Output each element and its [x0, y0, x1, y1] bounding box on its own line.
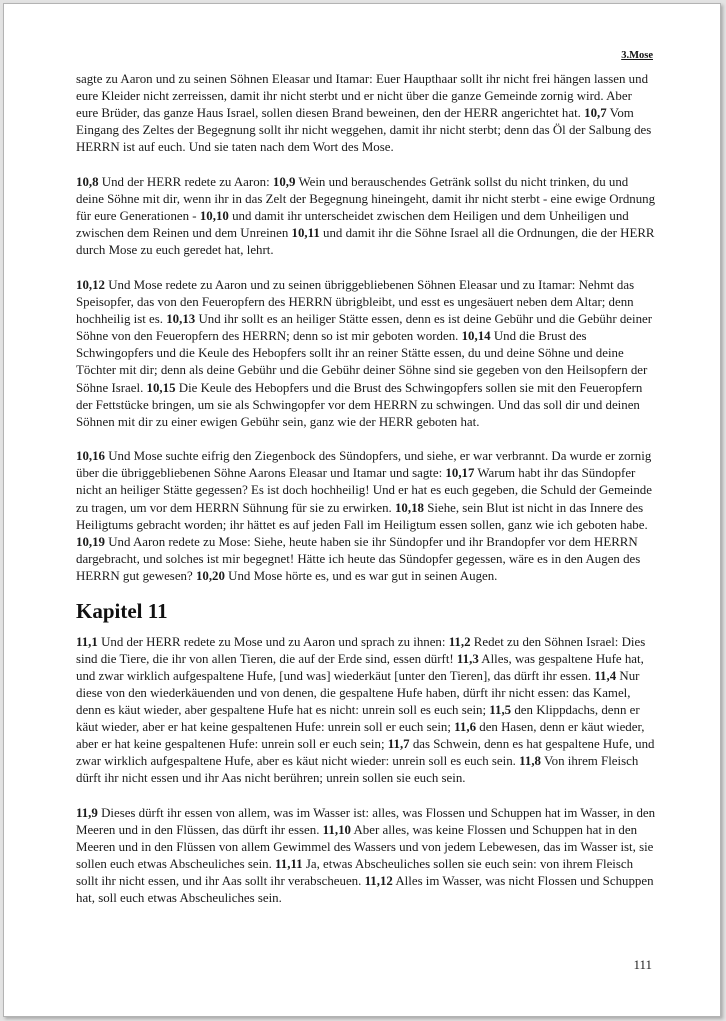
verse-text: Siehe, sein Blut ist nicht in das Innere des Heiligtums gebracht worden; ihr hättet es auf jeden Fall im Heiligtum essen sollen, ganz wie ich geboten habe. [76, 500, 648, 532]
paragraphs-after-chapter [76, 634, 656, 908]
verse-text: Von ihrem Fleisch dürft ihr nicht essen und ihr Aas nicht berühren; unrein sollen sie euch sein. [76, 754, 639, 786]
verse-text: den Klippdachs, denn er käut wieder, aber er hat keine gespaltenen Hufe: unrein soll er euch sein; [76, 703, 640, 735]
document-page [3, 3, 721, 1017]
paragraph [76, 805, 656, 908]
verse-number: 10,13 [166, 312, 196, 327]
verse-number: 10,7 [584, 106, 607, 121]
paragraphs-before-chapter [76, 71, 656, 585]
verse-number: 11,10 [322, 823, 351, 838]
verse-number: 11,3 [456, 651, 479, 666]
verse-number: 11,11 [275, 857, 303, 872]
page-body [76, 71, 656, 908]
verse-number: 11,9 [76, 805, 98, 820]
verse-text: Redet zu den Söhnen Israel: Dies sind die Tiere, die ihr von allen Tieren, die auf der Erde sind, essen dürft! [76, 634, 646, 666]
verse-text: Und Mose hörte es, und es war gut in seinen Augen. [224, 568, 498, 583]
verse-text: Und Mose suchte eifrig den Ziegenbock des Sündopfers, und siehe, er war verbrannt. Da wurde er zornig über die übriggebliebenen Söhne Aarons Eleasar und Itamar und sagte: [76, 449, 652, 481]
verse-number: 10,10 [199, 209, 229, 224]
verse-text: Und der HERR redete zu Aaron: [98, 174, 273, 189]
verse-text: das Schwein, denn es hat gespaltene Hufe, und zwar wirklich aufgespaltene Hufe, aber es käut nicht wieder: unrein soll es euch sein. [76, 737, 655, 769]
verse-text: und damit ihr die Söhne Israel all die Ordnungen, die der HERR durch Mose zu euch geredet hat, lehrt. [76, 226, 655, 258]
verse-text: Warum habt ihr das Sündopfer nicht an heiliger Stätte gegessen? Es ist doch hochheilig! Und er hat es euch gegeben, die Schuld der Gemeinde zu tragen, um vor dem HERRN Sühnung für sie zu erwirken. [76, 466, 652, 515]
verse-number: 10,8 [76, 174, 99, 189]
verse-text: Alles im Wasser, was nicht Flossen und Schuppen hat, soll euch etwas Abscheuliches sein. [76, 874, 654, 906]
verse-text: Ja, etwas Abscheuliches sollen sie euch sein: von ihrem Fleisch sollt ihr nicht essen, und ihr Aas sollt ihr verabscheuen. [76, 857, 634, 889]
verse-number: 11,5 [489, 703, 512, 717]
verse-text: Und Aaron redete zu Mose: Siehe, heute haben sie ihr Sündopfer und ihr Brandopfer vor dem HERRN dargebracht, und solches ist mir begegnet! Hätte ich heute das Sündopfer gegessen, wäre es in den Augen des HERRN gut gewesen? [76, 534, 641, 583]
verse-text: Und ihr sollt es an heiliger Stätte essen, denn es ist deine Gebühr und die Gebühr deiner Söhne von den Feueropfern des HERRN; denn so ist mir geboten worden. [76, 312, 653, 344]
verse-text: Alles, was gespaltene Hufe hat, und zwar wirklich aufgespaltene Hufe, [und was] wiederkäut [unter den Tieren], das dürft ihr essen. [76, 651, 644, 683]
verse-text: Nur diese von den wiederkäuenden und von denen, die gespaltene Hufe haben, dürft ihr nicht essen: das Kamel, denn es käut wieder, aber gespaltene Hufe hat es nicht: unrein soll es euch sein; [76, 668, 640, 717]
verse-text: sagte zu Aaron und zu seinen Söhnen Eleasar und Itamar: Euer Haupthaar sollt ihr nicht frei hängen lassen und eure Kleider nicht zerreissen, damit ihr nicht sterbt und er nicht über die ganze Gemeinde zornig wird. Aber eure Brüder, das ganze Haus Israel, sollen diesen Brand beweinen, den der HERR angerichtet hat. [76, 72, 649, 121]
verse-number: 10,20 [195, 568, 225, 583]
verse-number: 10,14 [461, 329, 491, 344]
verse-number: 11,2 [448, 634, 471, 649]
running-header: 3.Mose [621, 50, 653, 61]
paragraph [76, 71, 656, 156]
verse-number: 11,6 [454, 720, 477, 735]
page-number: 111 [633, 957, 652, 972]
verse-text: den Hasen, denn er käut wieder, aber er hat keine gespaltenen Hufe: unrein soll er euch sein; [76, 720, 645, 752]
verse-text: Wein und berauschendes Getränk sollst du nicht trinken, du und deine Söhne mit dir, wenn ihr in das Zelt der Begegnung hineingeht, damit ihr nicht sterbt - eine ewige Ordnung für eure Generationen - [76, 174, 656, 224]
verse-number: 10,15 [146, 380, 176, 395]
verse-number: 10,18 [394, 500, 424, 515]
verse-text: Dieses dürft ihr essen von allem, was im Wasser ist: alles, was Flossen und Schuppen hat im Wasser, in den Meeren und in den Flüssen, das dürft ihr essen. [76, 805, 656, 838]
verse-number: 11,8 [519, 754, 541, 769]
verse-number: 10,11 [291, 226, 320, 241]
verse-number: 10,9 [272, 174, 296, 189]
verse-text: Aber alles, was keine Flossen und Schuppen hat in den Meeren und in den Flüssen von allem Gewimmel des Wassers und von jedem Lebewesen, das im Wasser ist, sie sollen euch etwas Abscheuliches sein. [76, 823, 654, 872]
verse-number: 10,16 [76, 449, 106, 464]
paragraph [76, 448, 656, 585]
chapter-heading: Kapitel 11 [76, 598, 168, 623]
verse-text: Und der HERR redete zu Mose und zu Aaron und sprach zu ihnen: [97, 634, 449, 649]
verse-number: 11,12 [364, 874, 393, 889]
verse-number: 11,4 [594, 668, 617, 683]
verse-text: Vom Eingang des Zeltes der Begegnung sollt ihr nicht weggehen, damit ihr nicht sterbt; denn das Öl der Salbung des HERRN ist auf euch. Und sie taten nach dem Wort des Mose. [76, 106, 652, 155]
verse-text: Und Mose redete zu Aaron und zu seinen übriggebliebenen Söhnen Eleasar und zu Itamar: Nehmt das Speisopfer, das von den Feueropfern des HERRN übrigbleibt, und esst es ungesäuert neben dem Altar; denn hochheilig ist es. [76, 277, 635, 327]
paragraph [76, 174, 656, 259]
verse-text: und damit ihr unterscheidet zwischen dem Heiligen und dem Unheiligen und zwischen dem Reinen und dem Unreinen [76, 209, 629, 241]
verse-text: Und die Brust des Schwingopfers und die Keule des Hebopfers sollt ihr an reiner Stätte essen, du und deine Söhne und deine Töchter mit dir; denn als deine Gebühr und die Gebühr deiner Söhne sind sie gegeben von den Heilsopfern der Söhne Israel. [76, 329, 648, 395]
verse-number: 11,1 [76, 634, 98, 649]
paragraph [76, 634, 656, 788]
verse-number: 10,12 [76, 277, 106, 292]
verse-number: 10,19 [76, 534, 106, 549]
verse-number: 11,7 [387, 737, 410, 752]
verse-number: 10,17 [445, 466, 475, 481]
paragraph [76, 277, 656, 431]
verse-text: Die Keule des Hebopfers und die Brust des Schwingopfers sollen sie mit den Feueropfern der Fettstücke bringen, um sie als Schwingopfer vor dem HERRN zu schwingen. Und das soll dir und deinen Söhnen mit dir zu einer ewigen Gebühr sein, ganz wie der HERR geboten hat. [76, 380, 643, 429]
